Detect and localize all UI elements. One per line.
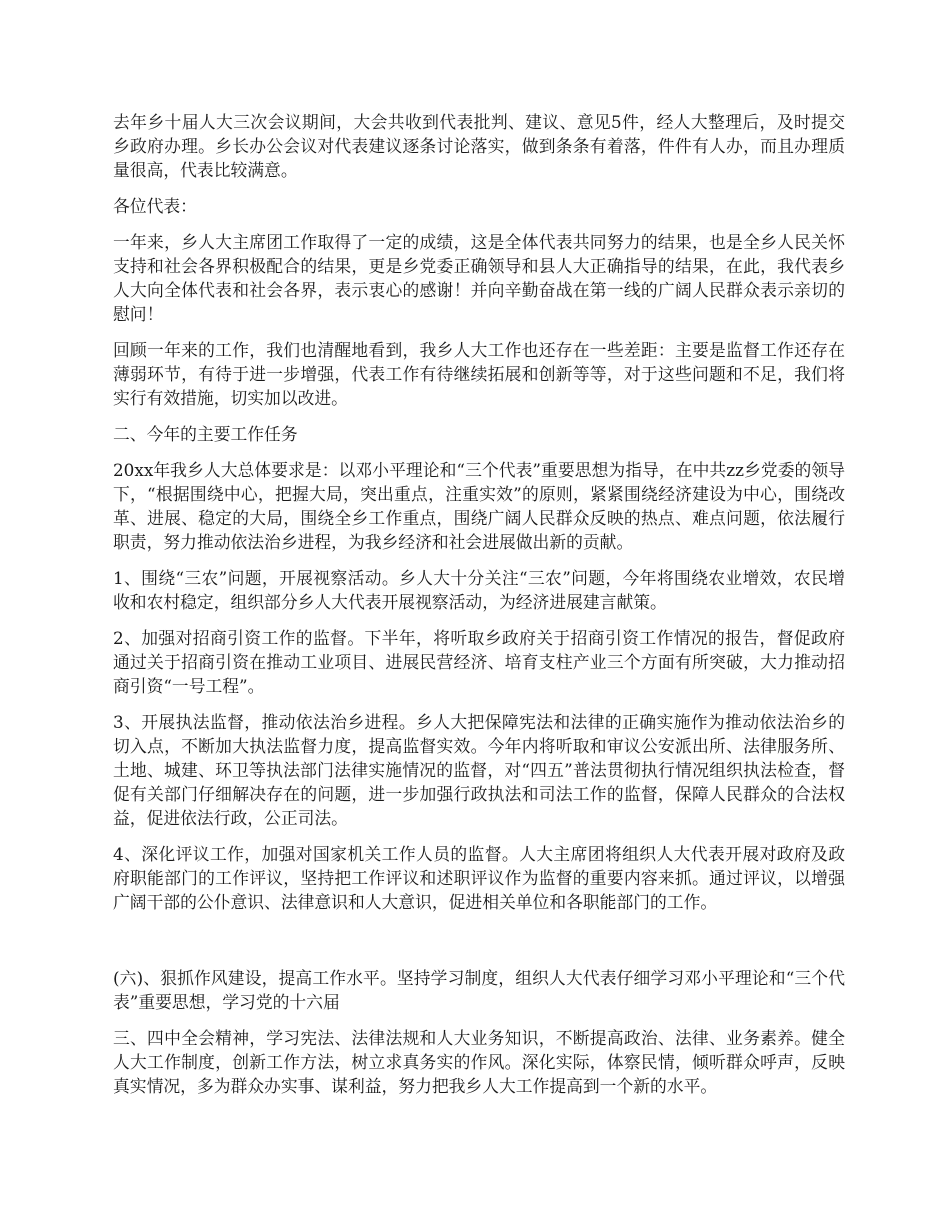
section-heading-tasks: 二、今年的主要工作任务	[113, 424, 298, 444]
list-item-2: 2、加强对招商引资工作的监督。下半年，将听取乡政府关于招商引资工作情况的报告，督促政府通过关于招商引资在推动工业项目、进展民营经济、培育支柱产业三个方面有所突破，大力推动招商引资“一号工程”。	[113, 628, 845, 696]
list-item-3: 3、开展执法监督，推动依法治乡进程。乡人大把保障宪法和法律的正确实施作为推动依法治乡的切入点，不断加大执法监督力度，提高监督实效。今年内将听取和审议公安派出所、法律服务所、土地、城建、环卫等执法部门法律实施情况的监督，对“四五”普法贯彻执行情况组织执法检查，督促有关部门仔细解决存在的问题，进一步加强行政执法和司法工作的监督，保障人民群众的合法权益，促进依法行政，公正司法。	[113, 712, 845, 828]
paragraph-shortcomings: 回顾一年来的工作，我们也清醒地看到，我乡人大工作也还存在一些差距：主要是监督工作还存在薄弱环节，有待于进一步增强，代表工作有待继续拓展和创新等等，对于这些问题和不足，我们将实行有效措施，切实加以改进。	[113, 340, 845, 408]
paragraph-study: 三、四中全会精神，学习宪法、法律法规和人大业务知识，不断提高政治、法律、业务素养。健全人大工作制度，创新工作方法，树立求真务实的作风。深化实际，体察民情，倾听群众呼声，反映真实情况，多为群众办实事、谋利益，努力把我乡人大工作提高到一个新的水平。	[113, 1028, 845, 1096]
paragraph-salutation: 各位代表：	[113, 196, 197, 216]
list-item-1: 1、围绕“三农”问题，开展视察活动。乡人大十分关注“三农”问题，今年将围绕农业增效，农民增收和农村稳定，组织部分乡人大代表开展视察活动，为经济进展建言献策。	[113, 568, 845, 612]
list-item-6: (六)、狠抓作风建设，提高工作水平。坚持学习制度，组织人大代表仔细学习邓小平理论和“三个代表”重要思想，学习党的十六届	[113, 968, 845, 1012]
paragraph-overall-requirements: 20xx年我乡人大总体要求是：以邓小平理论和“三个代表”重要思想为指导，在中共zz乡党委的领导下，“根据围绕中心，把握大局，突出重点，注重实效”的原则，紧紧围绕经济建设为中心，围绕改革、进展、稳定的大局，围绕全乡工作重点，围绕广阔人民群众反映的热点、难点问题，依法履行职责，努力推动依法治乡进程，为我乡经济和社会进展做出新的贡献。	[113, 460, 845, 552]
document-body	[113, 110, 845, 1110]
paragraph-thanks: 一年来，乡人大主席团工作取得了一定的成绩，这是全体代表共同努力的结果，也是全乡人民关怀支持和社会各界积极配合的结果，更是乡党委正确领导和县人大正确指导的结果，在此，我代表乡人大向全体代表和社会各界，表示衷心的感谢！并向辛勤奋战在第一线的广阔人民群众表示亲切的慰问！	[113, 232, 845, 324]
list-item-4: 4、深化评议工作，加强对国家机关工作人员的监督。人大主席团将组织人大代表开展对政府及政府职能部门的工作评议，坚持把工作评议和述职评议作为监督的重要内容来抓。通过评议，以增强广阔干部的公仆意识、法律意识和人大意识，促进相关单位和各职能部门的工作。	[113, 844, 845, 912]
paragraph-proposals: 去年乡十届人大三次会议期间，大会共收到代表批判、建议、意见5件，经人大整理后，及时提交乡政府办理。乡长办公会议对代表建议逐条讨论落实，做到条条有着落，件件有人办，而且办理质量很高，代表比较满意。	[113, 112, 845, 180]
